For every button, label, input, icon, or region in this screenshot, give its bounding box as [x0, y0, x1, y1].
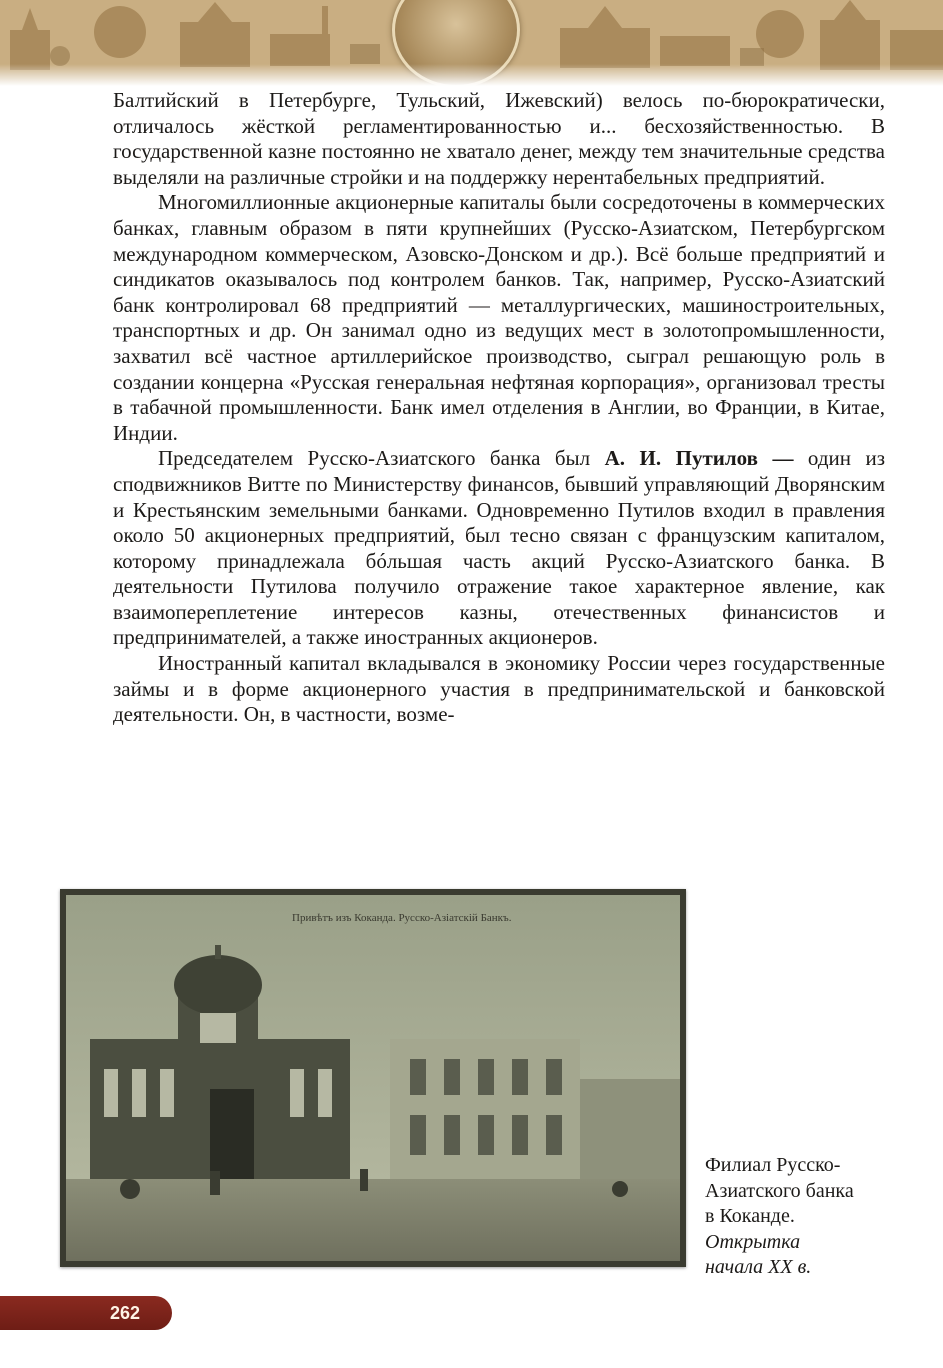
paragraph-3-rest: один из сподвижников Витте по Министерству финансов, бывший управляющий Дворянским и Крестьянским земельными банками. Одновременно Путилов входил в правления около 50 акционерных предприятий, был тесно связан с французским капиталом, которому принадлежала бóльшая часть акций Русско-Азиатского банка. В деятельности Путилова получило отражение такое характерное явление, как взаимопереплетение интересов казны, отечественных финансистов и предпринимателей, а также иностранных акционеров.: [113, 446, 886, 650]
kokand-bank-building-image: [60, 889, 686, 1267]
caption-line-2: Азиатского банка: [705, 1179, 854, 1202]
putilov-name-bold: А. И. Путилов —: [604, 446, 794, 471]
decorative-header-banner: [0, 0, 943, 86]
caption-line-4: Открытка: [705, 1230, 801, 1253]
bank-postcard-photo: [60, 889, 686, 1267]
main-text-column: [113, 88, 885, 728]
postcard-printed-title: Привѣтъ изъ Коканда. Русско-Азiатскiй Банкъ.: [292, 912, 512, 924]
header-fade: [0, 64, 943, 86]
caption-line-3: в Коканде.: [705, 1205, 795, 1227]
paragraph-2: Многомиллионные акционерные капиталы были сосредоточены в коммерческих банках, главным образом в пяти крупнейших (Русско-Азиатском, Петербургском международном коммерческом, Азовско-Донском и др.). Всё больше предприятий и синдикатов оказывалось под контролем банков. Так, например, Русско-Азиатский банк контролировал 68 предприятий — металлургических, машиностроительных, транспортных и др. Он занимал одно из ведущих мест в золотопромышленности, захватил всё частное артиллерийское производство, сыграл решающую роль в создании концерна «Русская генеральная нефтяная корпорация», организовал тресты в табачной промышленности. Банк имел отделения в Англии, во Франции, в Китае, Индии.: [113, 190, 885, 445]
caption-line-1: Филиал Русско-: [705, 1154, 841, 1176]
page-number: 262: [110, 1303, 141, 1323]
paragraph-3-start: Председателем Русско-Азиатского банка был: [158, 446, 605, 471]
paragraph-1: Балтийский в Петербурге, Тульский, Ижевский) велось по-бюрократически, отличалось жёсткой регламентированностью и... бесхозяйственностью. В государственной казне постоянно не хватало денег, между тем значительные средства выделяли на различные стройки и на поддержку нерентабельных предприятий.: [113, 88, 885, 189]
paragraph-4: Иностранный капитал вкладывался в экономику России через государственные займы и в форме акционерного участия в предпринимательской и банковской деятельности. Он, в частности, возме-: [113, 651, 885, 727]
paragraph-3: [113, 446, 885, 651]
caption-line-5: начала XX в.: [705, 1256, 812, 1278]
photo-caption: [705, 1153, 905, 1281]
